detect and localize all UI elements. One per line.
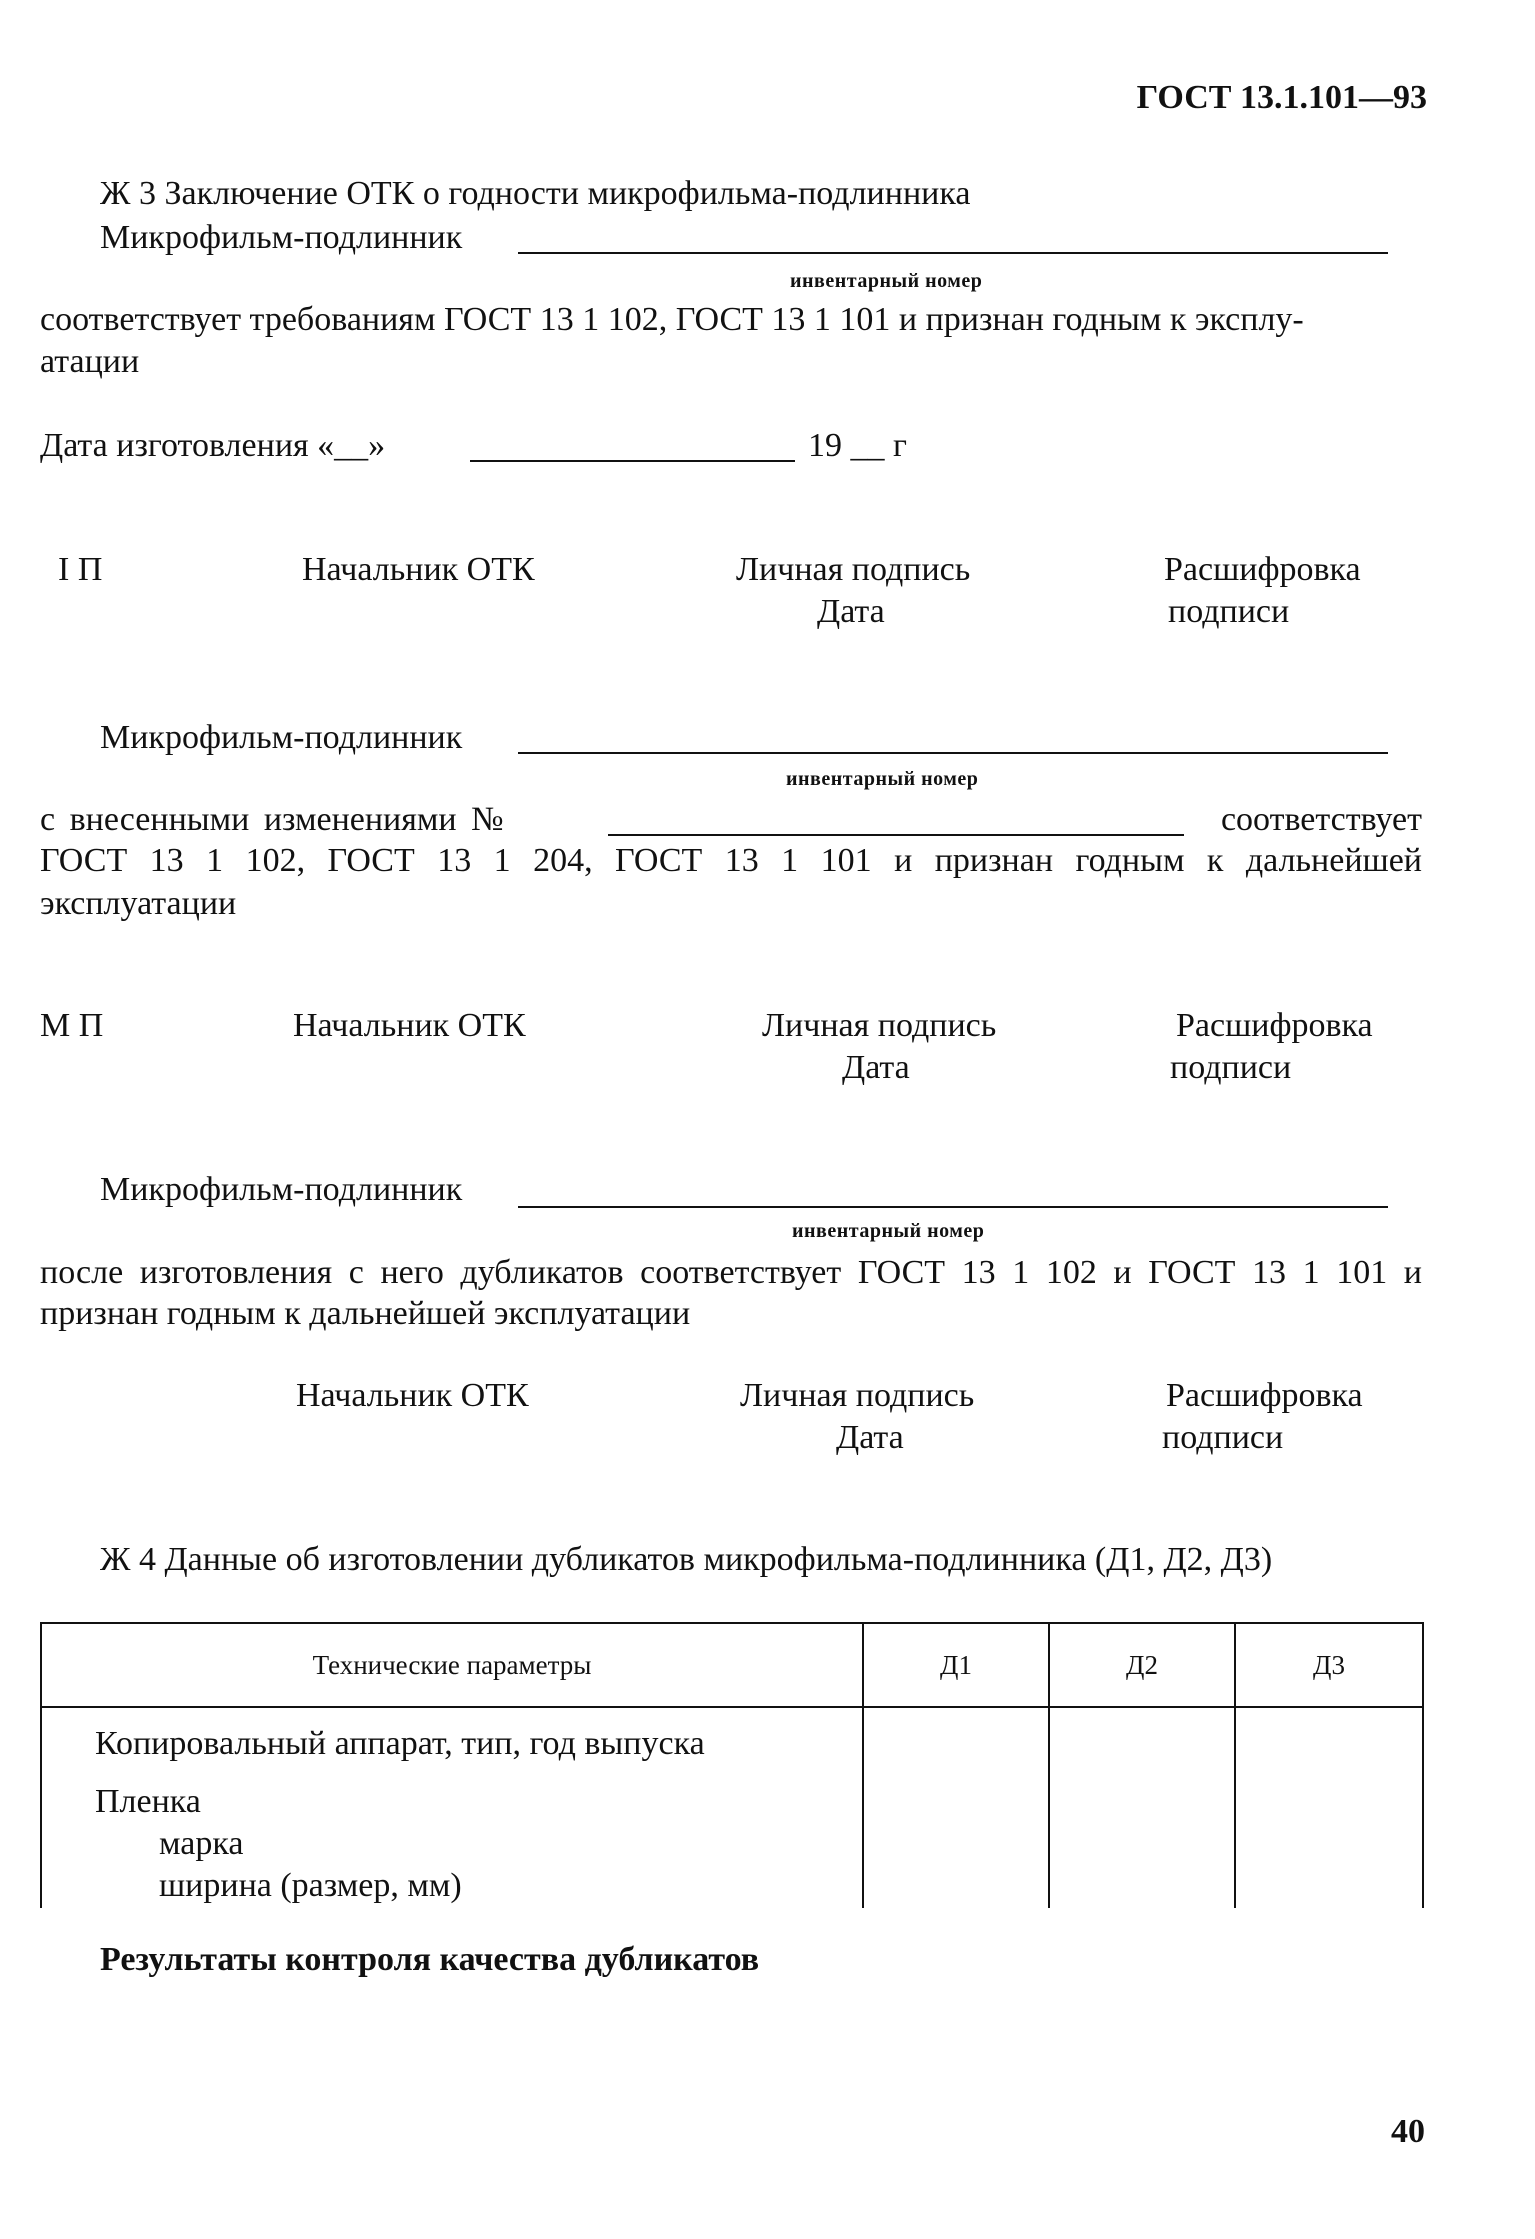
compliance-text-3: после изготовления с него дубликатов соответствует ГОСТ 13 1 102 и ГОСТ 13 1 101 и xyxy=(40,1254,1422,1291)
manufacture-date-line[interactable] xyxy=(470,460,795,462)
table-header-row xyxy=(41,1623,1423,1707)
header-d3: Д3 xyxy=(1235,1623,1423,1707)
manufacture-year: 19 __ г xyxy=(808,427,907,464)
page-number: 40 xyxy=(1391,2113,1425,2150)
param-copier: Копировальный аппарат, тип, год выпуска xyxy=(95,1725,705,1762)
inventory-caption-3: инвентарный номер xyxy=(792,1220,985,1242)
microfilm-label-3: Микрофильм-подлинник xyxy=(100,1171,463,1208)
decode-label-2: Расшифровка xyxy=(1176,1007,1373,1044)
compliance-text-1: соответствует требованиям ГОСТ 13 1 102, ГОСТ 13 1 101 и признан годным к эксплу- xyxy=(40,301,1304,338)
param-width: ширина (размер, мм) xyxy=(159,1867,462,1904)
duplicates-table xyxy=(40,1622,1424,1908)
date-label-1: Дата xyxy=(817,593,885,630)
compliance-text-3-cont: признан годным к дальнейшей эксплуатации xyxy=(40,1295,691,1332)
chief-otk-3: Начальник ОТК xyxy=(296,1377,529,1414)
personal-signature-1: Личная подпись xyxy=(736,551,971,588)
param-film: Пленка xyxy=(95,1783,201,1820)
stamp-label-2: М П xyxy=(40,1007,104,1044)
header-d1: Д1 xyxy=(863,1623,1049,1707)
compliance-text-2: ГОСТ 13 1 102, ГОСТ 13 1 204, ГОСТ 13 1 101 и признан годным к дальнейшей xyxy=(40,842,1422,879)
d3-value-cell[interactable] xyxy=(1235,1707,1423,1908)
compliance-text-1-cont: атации xyxy=(40,343,140,380)
date-label-3: Дата xyxy=(836,1419,904,1456)
decode-label-3: Расшифровка xyxy=(1166,1377,1363,1414)
chief-otk-1: Начальник ОТК xyxy=(302,551,535,588)
decode-label-2b: подписи xyxy=(1170,1049,1292,1086)
compliance-text-2-cont: эксплуатации xyxy=(40,885,237,922)
inventory-number-line-3[interactable] xyxy=(518,1206,1388,1208)
stamp-label-1: I П xyxy=(58,551,103,588)
changes-number-line[interactable] xyxy=(608,834,1184,836)
decode-label-3b: подписи xyxy=(1162,1419,1284,1456)
changes-label: с внесенными изменениями № xyxy=(40,801,504,838)
header-d2: Д2 xyxy=(1049,1623,1235,1707)
complies-text: соответствует xyxy=(1220,801,1422,838)
inventory-caption-2: инвентарный номер xyxy=(786,768,979,790)
d1-value-cell[interactable] xyxy=(863,1707,1049,1908)
personal-signature-2: Личная подпись xyxy=(762,1007,997,1044)
header-technical-params: Технические параметры xyxy=(41,1623,863,1707)
results-title: Результаты контроля качества дубликатов xyxy=(100,1941,760,1978)
section-zh4-title: Ж 4 Данные об изготовлении дубликатов микрофильма-подлинника (Д1, Д2, Д3) xyxy=(100,1541,1273,1578)
personal-signature-3: Личная подпись xyxy=(740,1377,975,1414)
param-brand: марка xyxy=(159,1825,244,1862)
decode-label-1b: подписи xyxy=(1168,593,1290,630)
section-zh3-title: Ж 3 Заключение ОТК о годности микрофильма-подлинника xyxy=(100,175,971,212)
decode-label-1: Расшифровка xyxy=(1164,551,1361,588)
microfilm-label-2: Микрофильм-подлинник xyxy=(100,719,463,756)
inventory-number-line-2[interactable] xyxy=(518,752,1388,754)
microfilm-label-1: Микрофильм-подлинник xyxy=(100,219,463,256)
manufacture-date-label: Дата изготовления «__» xyxy=(40,427,386,464)
d2-value-cell[interactable] xyxy=(1049,1707,1235,1908)
doc-code: ГОСТ 13.1.101—93 xyxy=(1136,79,1427,116)
chief-otk-2: Начальник ОТК xyxy=(293,1007,526,1044)
inventory-number-line-1[interactable] xyxy=(518,252,1388,254)
date-label-2: Дата xyxy=(842,1049,910,1086)
params-cell xyxy=(41,1707,863,1908)
table-row xyxy=(41,1707,1423,1908)
inventory-caption-1: инвентарный номер xyxy=(790,270,983,292)
